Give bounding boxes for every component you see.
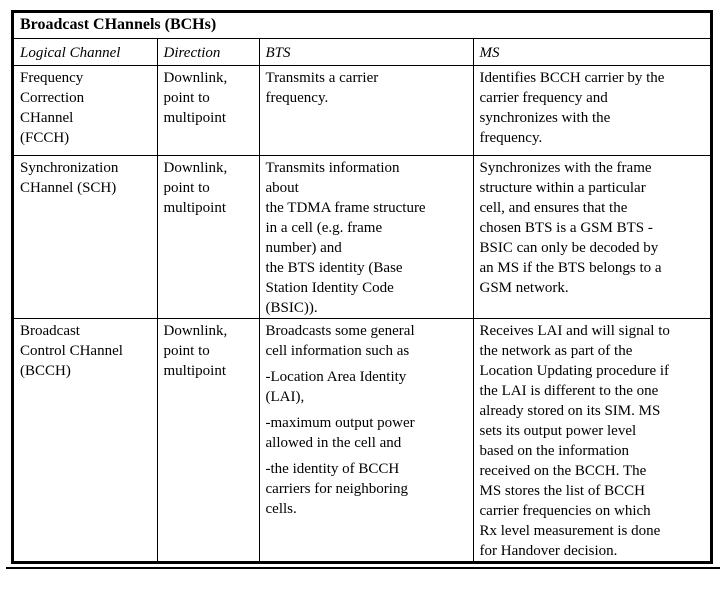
- table-row: [14, 65, 710, 155]
- cell-line: point to: [163, 342, 210, 359]
- cell-line: Broadcast: [20, 322, 80, 339]
- cell-bts: [259, 65, 473, 155]
- cell-line: carrier frequencies on which: [479, 502, 651, 519]
- cell-line: -Location Area Identity: [265, 368, 407, 385]
- cell-line: Frequency: [20, 69, 84, 86]
- cell-ms: [473, 155, 710, 318]
- cell-line: (BSIC)).: [265, 299, 318, 316]
- header-direction: Direction: [157, 39, 259, 65]
- cell-line: Synchronizes with the frame: [479, 159, 652, 176]
- cell-line: the BTS identity (Base: [265, 259, 403, 276]
- cell-line: Downlink,: [163, 159, 228, 176]
- cell-line: -maximum output power: [265, 414, 415, 431]
- cell-line: Control CHannel: [20, 342, 123, 359]
- bts-paragraph: [266, 158, 468, 318]
- cell-bts: [259, 155, 473, 318]
- cell-line: about: [265, 179, 299, 196]
- cell-line: point to: [163, 89, 210, 106]
- cell-line: GSM network.: [479, 279, 569, 296]
- cell-line: chosen BTS is a GSM BTS -: [479, 219, 653, 236]
- cell-line: Location Updating procedure if: [479, 362, 670, 379]
- cell-line: cell information such as: [265, 342, 410, 359]
- cell-line: synchronizes with the: [479, 109, 611, 126]
- cell-line: MS stores the list of BCCH: [479, 482, 645, 499]
- broadcast-channels-table-frame: [11, 10, 713, 564]
- cell-ms: [473, 318, 710, 561]
- header-ms: MS: [473, 39, 710, 65]
- table-body: [14, 65, 710, 561]
- cell-line: (LAI),: [265, 388, 305, 405]
- cell-line: CHannel (SCH): [20, 179, 117, 196]
- table-title: Broadcast CHannels (BCHs): [14, 13, 710, 39]
- cell-line: cell, and ensures that the: [479, 199, 628, 216]
- cell-line: multipoint: [163, 362, 227, 379]
- cell-line: Synchronization: [20, 159, 119, 176]
- cell-line: carrier frequency and: [479, 89, 608, 106]
- header-bts: BTS: [259, 39, 473, 65]
- cell-ms: [473, 65, 710, 155]
- cell-line: Downlink,: [163, 322, 228, 339]
- cell-line: Transmits a carrier: [265, 69, 379, 86]
- cell-line: multipoint: [163, 109, 227, 126]
- cell-logical-channel: [14, 318, 157, 561]
- broadcast-channels-table: [14, 39, 710, 561]
- cell-line: frequency.: [265, 89, 329, 106]
- bts-paragraph: [266, 321, 468, 361]
- cell-line: (BCCH): [20, 362, 71, 379]
- cell-direction: [157, 65, 259, 155]
- cell-line: point to: [163, 179, 210, 196]
- cell-line: CHannel: [20, 109, 74, 126]
- cell-line: (FCCH): [20, 129, 70, 146]
- header-row: [14, 39, 710, 65]
- header-logical-channel: Logical Channel: [14, 39, 157, 65]
- cell-line: cells.: [265, 500, 297, 517]
- cell-line: allowed in the cell and: [265, 434, 402, 451]
- cell-line: in a cell (e.g. frame: [265, 219, 383, 236]
- cell-logical-channel: [14, 65, 157, 155]
- cell-line: the network as part of the: [479, 342, 633, 359]
- table-row: [14, 318, 710, 561]
- cell-line: structure within a particular: [479, 179, 646, 196]
- cell-direction: [157, 155, 259, 318]
- bts-paragraph: [266, 367, 468, 407]
- cell-line: for Handover decision.: [479, 542, 618, 559]
- cell-line: multipoint: [163, 199, 227, 216]
- cell-line: an MS if the BTS belongs to a: [479, 259, 662, 276]
- cell-line: Receives LAI and will signal to: [479, 322, 670, 339]
- cell-line: the TDMA frame structure: [265, 199, 426, 216]
- bts-paragraph: [266, 459, 468, 519]
- cell-line: Transmits information: [265, 159, 400, 176]
- bts-paragraph: [266, 413, 468, 453]
- cell-line: number) and: [265, 239, 342, 256]
- cell-line: Broadcasts some general: [265, 322, 415, 339]
- table-row: [14, 155, 710, 318]
- bts-paragraph: [266, 68, 468, 108]
- cell-line: carriers for neighboring: [265, 480, 408, 497]
- cell-line: the LAI is different to the one: [479, 382, 659, 399]
- cell-line: Station Identity Code: [265, 279, 394, 296]
- cell-line: Correction: [20, 89, 85, 106]
- cell-line: Downlink,: [163, 69, 228, 86]
- cell-line: based on the information: [479, 442, 630, 459]
- cell-line: sets its output power level: [479, 422, 637, 439]
- cell-line: BSIC can only be decoded by: [479, 239, 659, 256]
- cell-line: received on the BCCH. The: [479, 462, 647, 479]
- cell-line: frequency.: [479, 129, 543, 146]
- cell-line: Rx level measurement is done: [479, 522, 661, 539]
- cell-logical-channel: [14, 155, 157, 318]
- cell-line: -the identity of BCCH: [265, 460, 400, 477]
- cell-bts: [259, 318, 473, 561]
- cell-direction: [157, 318, 259, 561]
- cell-line: Identifies BCCH carrier by the: [479, 69, 665, 86]
- cell-line: already stored on its SIM. MS: [479, 402, 661, 419]
- bottom-rule: [6, 567, 720, 569]
